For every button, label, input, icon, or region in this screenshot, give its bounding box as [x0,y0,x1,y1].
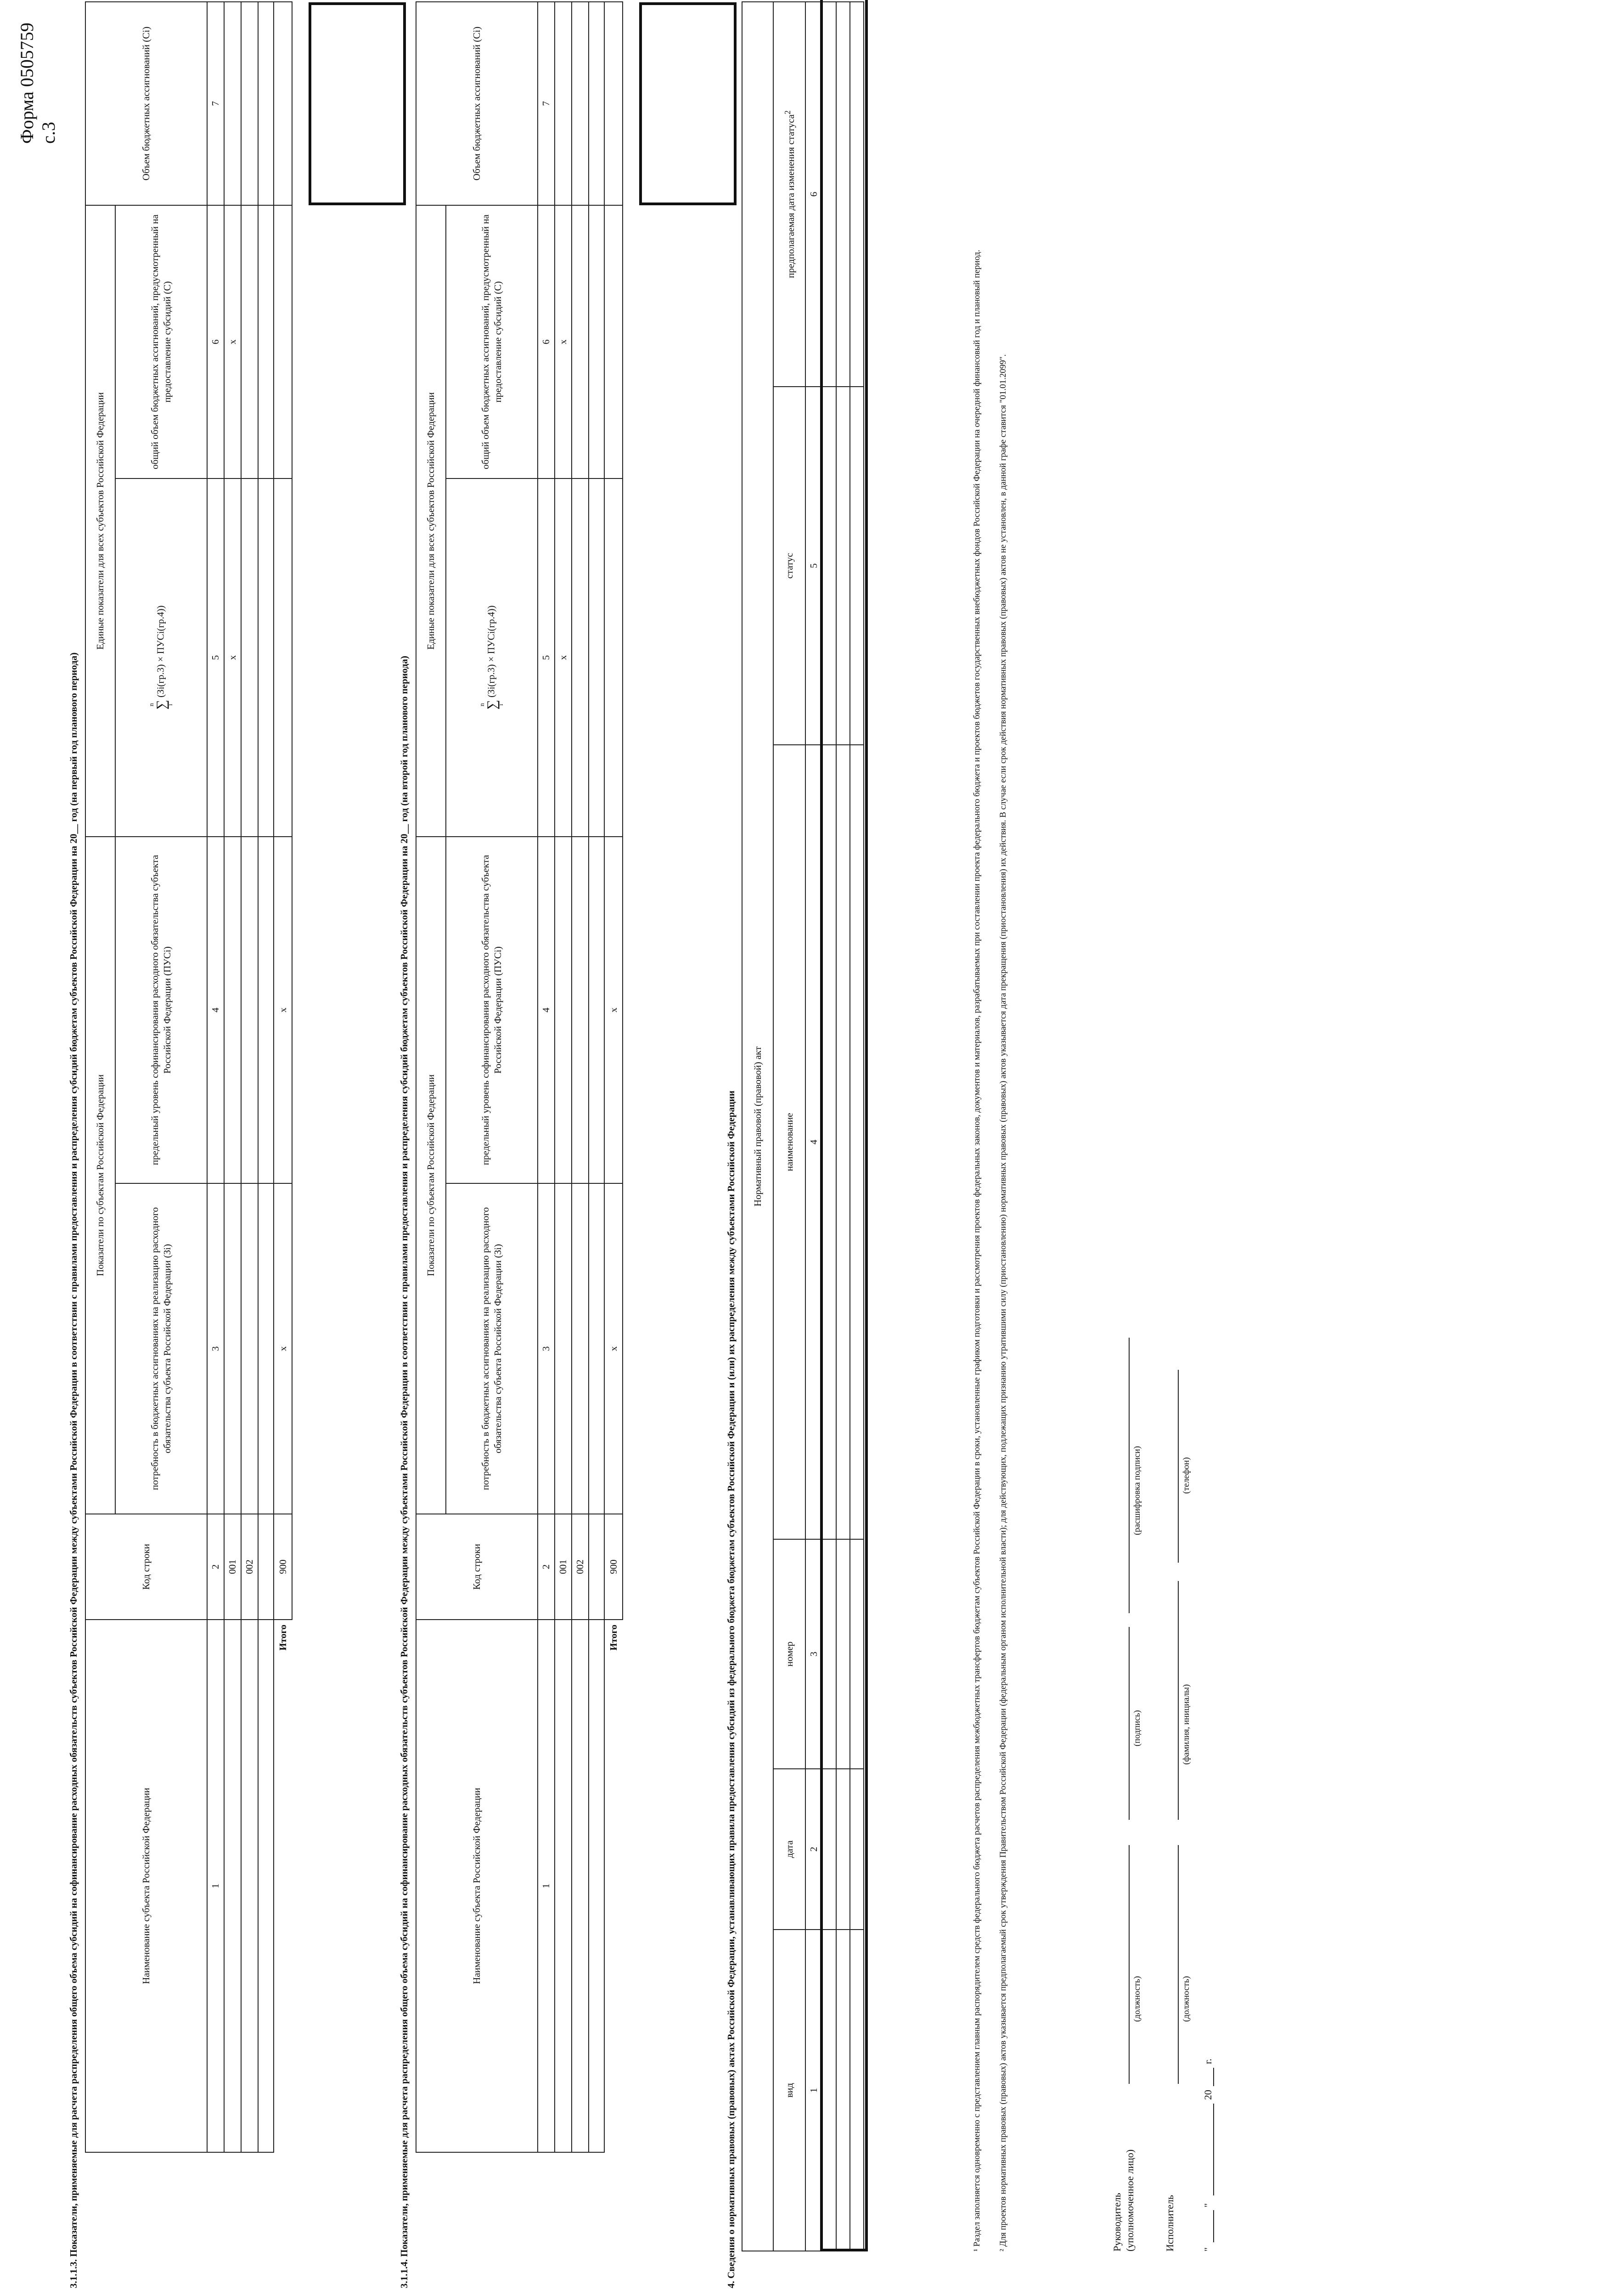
cell-status[interactable] [836,387,850,745]
head-signature-line[interactable] [1129,1627,1130,1820]
total-row [274,2,292,2152]
cell-code: 001 [224,1514,241,1620]
executor-phone-line[interactable] [1178,1370,1179,1563]
header-name: Наименование субъекта Российской Федерации [416,1620,538,2152]
header-formula [446,478,538,837]
cell-need[interactable] [589,1183,604,1514]
total-need: x [274,1183,292,1514]
total-code: 900 [274,1514,292,1620]
cell-name[interactable] [224,1620,241,2152]
table-row [589,2,604,2152]
col-number: 4 [805,745,822,1539]
table-row [822,2,836,2251]
executor-position-caption: (должность) [1181,1976,1191,2022]
date-month-line[interactable] [1213,2104,1214,2195]
total-formula[interactable] [604,478,623,837]
col-number: 6 [207,205,224,478]
col-number: 1 [538,1620,555,2152]
col-number: 4 [538,837,555,1183]
cell-formula [572,478,589,837]
total-total-volume[interactable] [604,205,623,478]
form-number: Форма 0505759 с.3 [17,23,59,144]
cell-need[interactable] [555,1183,572,1514]
cell-status[interactable] [850,387,864,745]
table-row [555,2,572,2152]
total-code: 900 [604,1514,623,1620]
cell-date[interactable] [850,1769,864,1930]
cell-code[interactable] [258,1514,274,1620]
cell-level[interactable] [258,837,274,1183]
total-formula[interactable] [274,478,292,837]
cell-kind[interactable] [850,1930,864,2251]
head-signature-caption: (подпись) [1132,1710,1142,1746]
col-number: 6 [538,205,555,478]
date-quote-close: " [1202,2203,1214,2207]
header-code: Код строки [85,1514,207,1620]
cell-code: 002 [572,1514,589,1620]
executor-label: Исполнитель [1164,2195,1176,2251]
footnote-1: ¹ Раздел заполняется одновременно с представлением главным распорядителем средств федерального бюджета расчетов распределения межбюджетных трансфертов бюджетам субъектов Российской Федерации в сроки, установленные графиком подготовки и рассмотрения проектов федеральных законов, документов и материалов, разрабатываемых при составлении проекта федерального бюджета и проектов бюджетов государственных внебюджетных фондов Российской Федерации на очередной финансовый год и плановый период. [972,249,982,2251]
col-number: 3 [207,1183,224,1514]
table-row [241,2,258,2152]
cell-level[interactable] [241,837,258,1183]
formula-text: (Зi(гр.3) × ПУСi(гр.4)) [485,605,496,698]
cell-level[interactable] [224,837,241,1183]
col-number: 7 [538,2,555,205]
col-number: 6 [805,2,822,387]
cell-kind[interactable] [822,1930,836,2251]
col-number: 1 [805,1930,822,2251]
cell-name[interactable] [572,1620,589,2152]
col-number: 5 [538,478,555,837]
header-date: дата [773,1769,805,1930]
formula-text: (Зi(гр.3) × ПУСi(гр.4)) [154,605,166,698]
head-label-sub: (уполномоченное лицо) [1124,2149,1136,2251]
total-row [604,2,623,2152]
header-kind: вид [773,1930,805,2251]
header-total-volume: общий объем бюджетных ассигнований, предусмотренный на предоставление субсидий (С) [115,205,207,478]
header-level: предельный уровень софинансирования расходного обязательства субъекта Российской Федерации (ПУСi) [115,837,207,1183]
header-need: потребность в бюджетных ассигнованиях на реализацию расходного обязательства субъекта Российской Федерации (Зi) [115,1183,207,1514]
executor-name-caption: (фамилия, инициалы) [1181,1684,1191,1765]
head-label: Руководитель [1111,2193,1123,2251]
header-name: Наименование субъекта Российской Федерации [85,1620,207,2152]
cell-name[interactable] [241,1620,258,2152]
header-volume: Объем бюджетных ассигнований (Сi) [416,2,538,205]
cell-volume[interactable] [572,2,589,205]
total-total-volume[interactable] [274,205,292,478]
header-group-subject: Показатели по субъектам Российской Федерации [85,837,115,1514]
cell-formula [258,478,274,837]
total-volume[interactable] [604,2,623,205]
cell-total-volume: x [224,205,241,478]
executor-name-line[interactable] [1178,1581,1179,1820]
cell-volume[interactable] [589,2,604,205]
col-number: 2 [538,1514,555,1620]
cell-volume[interactable] [224,2,241,205]
table-3-1-1-3 [85,1,292,2153]
cell-title[interactable] [850,745,864,1539]
section-3-1-1-3-title: 3.1.1.3. Показатели, применяемые для расчета распределения общего объема субсидий на софинансирование расходных обязательств субъектов Российской Федерации между субъектами Российской Федерации в соответствии с правилами предоставления и распределения субсидий бюджетам субъектов Российской Федерации на 20__ год (на первый год планового периода) [68,652,79,2288]
cell-volume[interactable] [241,2,258,205]
cell-level[interactable] [589,837,604,1183]
table-row [258,2,274,2152]
table-row [572,2,589,2152]
cell-date[interactable] [822,1769,836,1930]
cell-number[interactable] [822,1539,836,1769]
section-4-title: 4. Сведения о нормативных правовых (правовых) актах Российской Федерации, устанавливающих правила предоставления субсидий из федерального бюджета бюджетам субъектов Российской Федерации и (или) их распределения между субъектами Российской Федерации [726,1091,737,2288]
cell-total-volume [258,205,274,478]
total-level: x [604,837,623,1183]
cell-total-volume [241,205,258,478]
header-need: потребность в бюджетных ассигнованиях на реализацию расходного обязательства субъекта Российской Федерации (Зi) [446,1183,538,1514]
footnote-ref: 2 [783,110,792,115]
cell-total-volume [589,205,604,478]
header-status-change-date: предполагаемая дата изменения статуса$^2$ [773,2,805,387]
cell-formula [241,478,258,837]
total-level: x [274,837,292,1183]
table-row [836,2,850,2251]
footnote-2: ² Для проектов нормативных правовых (правовых) актов указывается предполагаемый срок утверждения Правительством Российской Федерации (федеральным органом исполнительной власти); для действующих, подлежащих признанию утратившими силу (приостановлению) нормативных правовых (правовых) актов указывается дата прекращения (приостановления) их действия. В случае если срок действия нормативных правовых (правовых) актов не установлен, в данной графе ставится "01.01.2099". [998,354,1008,2251]
col-number: 2 [207,1514,224,1620]
cell-status[interactable] [822,387,836,745]
cell-number[interactable] [850,1539,864,1769]
cell-title[interactable] [822,745,836,1539]
date-year-prefix: 20 [1202,2090,1214,2100]
col-number: 5 [207,478,224,837]
sum-symbol: n ∑ i [478,700,505,710]
total-label: Итого [277,1625,288,1651]
col-number: 3 [538,1183,555,1514]
cell-code: 001 [555,1514,572,1620]
cell-need[interactable] [258,1183,274,1514]
table-3-1-1-4 [416,1,623,2153]
total-volume[interactable] [274,2,292,205]
cell-formula [589,478,604,837]
cell-number[interactable] [836,1539,850,1769]
cell-status-change-date[interactable] [836,2,850,387]
cell-need[interactable] [572,1183,589,1514]
cell-total-volume: x [555,205,572,478]
col-number: 1 [207,1620,224,2152]
cell-title[interactable] [836,745,850,1539]
header-group-common: Единые показатели для всех субъектов Российской Федерации [416,205,446,837]
head-decoding-caption: (расшифровка подписи) [1132,1446,1142,1535]
header-number: номер [773,1539,805,1769]
emphasis-box [309,2,406,205]
cell-level[interactable] [572,837,589,1183]
header-volume: Объем бюджетных ассигнований (Сi) [85,2,207,205]
header-group-subject: Показатели по субъектам Российской Федерации [416,837,446,1514]
cell-name[interactable] [555,1620,572,2152]
cell-volume[interactable] [555,2,572,205]
date-year-line[interactable] [1213,2068,1214,2086]
col-number: 3 [805,1539,822,1769]
head-position-line[interactable] [1129,1845,1130,2084]
cell-formula: x [224,478,241,837]
cell-volume[interactable] [258,2,274,205]
cell-code: 002 [241,1514,258,1620]
head-position-caption: (должность) [1132,1976,1142,2022]
header-total-volume: общий объем бюджетных ассигнований, предусмотренный на предоставление субсидий (С) [446,205,538,478]
cell-name[interactable] [589,1620,604,2152]
section-3-1-1-4-title: 3.1.1.4. Показатели, применяемые для расчета распределения общего объема субсидий на софинансирование расходных обязательств субъектов Российской Федерации между субъектами Российской Федерации в соответствии с правилами предоставления и распределения субсидий бюджетам субъектов Российской Федерации на 20__ год (на второй год планового периода) [399,656,410,2288]
date-year-suffix: г. [1202,2058,1214,2064]
total-need: x [604,1183,623,1514]
header-level: предельный уровень софинансирования расходного обязательства субъекта Российской Федерации (ПУСi) [446,837,538,1183]
col-number: 4 [207,837,224,1183]
cell-code[interactable] [589,1514,604,1620]
cell-name[interactable] [258,1620,274,2152]
header-code: Код строки [416,1514,538,1620]
cell-level[interactable] [555,837,572,1183]
sum-symbol: n ∑ i [148,700,174,710]
table-row [850,2,864,2251]
cell-total-volume [572,205,589,478]
cell-status-change-date[interactable] [822,2,836,387]
executor-phone-caption: (телефон) [1181,1457,1191,1494]
table-row [224,2,241,2152]
table-section-4 [742,1,864,2251]
cell-date[interactable] [836,1769,850,1930]
col-number: 2 [805,1769,822,1930]
cell-formula: x [555,478,572,837]
header-group-common: Единые показатели для всех субъектов Российской Федерации [85,205,115,837]
col-number: 7 [207,2,224,205]
cell-need[interactable] [224,1183,241,1514]
head-decoding-line[interactable] [1129,1338,1130,1613]
header-group-act: Нормативный правовой (правовой) акт [742,2,773,2251]
cell-need[interactable] [241,1183,258,1514]
date-day-line[interactable] [1213,2210,1214,2242]
header-formula [115,478,207,837]
header-status: статус [773,387,805,745]
date-quote-open: " [1202,2247,1214,2251]
cell-kind[interactable] [836,1930,850,2251]
total-label: Итого [608,1625,619,1651]
header-title: наименование [773,745,805,1539]
cell-status-change-date[interactable] [850,2,864,387]
emphasis-box [639,2,737,205]
executor-position-line[interactable] [1178,1845,1179,2084]
col-number: 5 [805,387,822,745]
